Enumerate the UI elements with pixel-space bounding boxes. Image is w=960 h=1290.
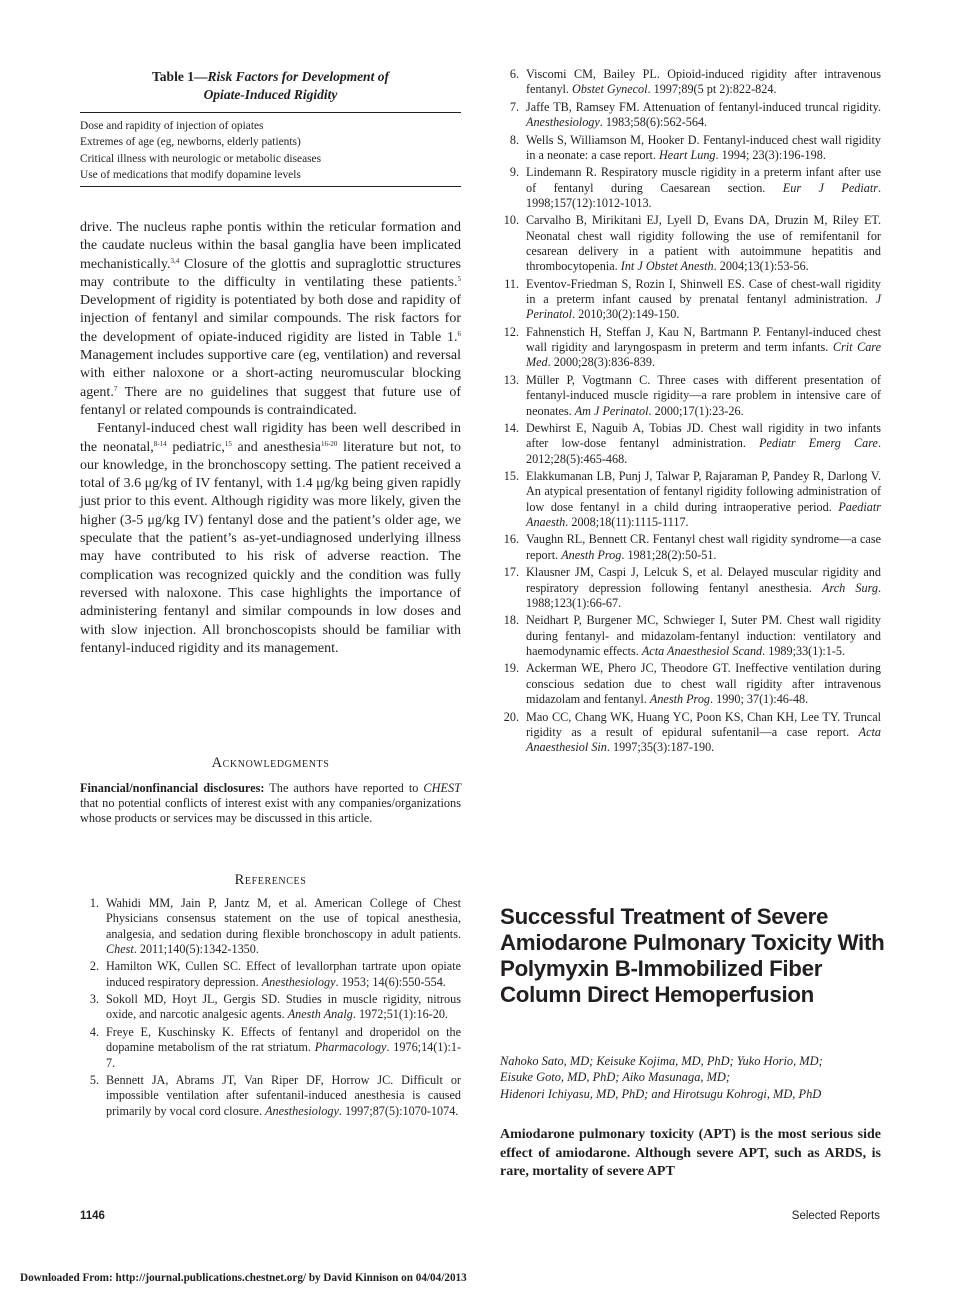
reference-item xyxy=(500,565,881,611)
reference-text: Müller P, Vogtmann C. Three cases with different presentation of fentanyl-induced muscle rigidity—a rare problem in intensive care of neonates. Am J Perinatol. 2000;17(1):23-26. xyxy=(526,372,881,418)
acknowledgments-heading: Acknowledgments xyxy=(211,755,330,771)
reference-journal: Obstet Gynecol xyxy=(572,82,648,97)
reference-number: 20. xyxy=(503,709,519,724)
reference-journal: Anesth Prog xyxy=(561,547,622,562)
references-heading: References xyxy=(234,872,307,888)
reference-journal: Chest xyxy=(106,941,134,956)
reference-journal: J Perinatol xyxy=(526,292,881,322)
table-title xyxy=(80,68,461,104)
reference-journal: Pharmacology xyxy=(314,1040,387,1055)
reference-text: Dewhirst E, Naguib A, Tobias JD. Chest wall rigidity in two infants after low-dose fentanyl administration. Pediatr Emerg Care. 2012;28(5):465-468. xyxy=(526,421,881,466)
reference-text: Elakkumanan LB, Punj J, Talwar P, Rajaraman P, Pandey R, Darlong V. An atypical presentation of fentanyl rigidity following administration of low dose fentanyl in a child during intraoperative period. Paediatr Anaesth. 2008;18(11):1115-1117. xyxy=(526,469,881,529)
reference-number: 8. xyxy=(509,132,519,147)
reference-journal: Eur J Pediatr xyxy=(782,180,878,195)
table-top-rule xyxy=(80,112,461,113)
reference-item xyxy=(500,421,881,467)
reference-number: 3. xyxy=(89,992,99,1007)
reference-item xyxy=(500,325,881,371)
reference-item xyxy=(500,133,881,164)
reference-item xyxy=(500,532,881,563)
reference-number: 5. xyxy=(89,1073,99,1088)
reference-text: Freye E, Kuschinsky K. Effects of fentanyl and droperidol on the dopamine metabolism of the rat striatum. Pharmacology. 1976;14(1):1-7. xyxy=(106,1024,462,1070)
reference-journal: Anesthesiology xyxy=(265,1103,339,1118)
reference-text: Eventov-Friedman S, Rozin I, Shinwell ES. Case of chest-wall rigidity in a preterm infant caused by prenatal fentanyl administration. J Perinatol. 2010;30(2):149-150. xyxy=(526,276,881,322)
article-title: Successful Treatment of Severe Amiodarone Pulmonary Toxicity With Polymyxin B-Immobilized Fiber Column Direct Hemoperfusion xyxy=(500,904,885,1007)
references-list-right xyxy=(500,67,881,758)
reference-number: 13. xyxy=(503,372,519,387)
reference-journal: Acta Anaesthesiol Sin xyxy=(526,724,881,755)
reference-journal: Heart Lung xyxy=(658,147,716,162)
reference-text: Sokoll MD, Hoyt JL, Gergis SD. Studies in muscle rigidity, nitrous oxide, and narcotic analgesic agents. Anesth Analg. 1972;51(1):16-20. xyxy=(106,992,461,1022)
article-abstract: Amiodarone pulmonary toxicity (APT) is the most serious side effect of amiodarone. Although severe APT, such as ARDS, is rare, mortality of severe APT xyxy=(500,1127,881,1180)
reference-number: 19. xyxy=(503,661,519,676)
reference-journal: Anesth Analg xyxy=(287,1007,353,1022)
reference-item xyxy=(80,959,461,990)
table-bottom-rule xyxy=(80,186,461,187)
table-rows xyxy=(80,118,461,183)
reference-item xyxy=(500,613,881,659)
reference-journal: Crit Care Med xyxy=(526,340,881,370)
reference-item xyxy=(500,67,881,98)
reference-text: Neidhart P, Burgener MC, Schwieger I, Suter PM. Chest wall rigidity during fentanyl- and midazolam-fentanyl induction: ventilatory and haemodynamic effects. Acta Anaesthesiol Scand. 1989;33(1):1-5. xyxy=(526,613,881,658)
reference-text: Wahidi MM, Jain P, Jantz M, et al. American College of Chest Physicians consensus statement on the use of topical anesthesia, analgesia, and sedation during flexible bronchoscopy in adult patients. Chest. 2011;140(5):1342-1350. xyxy=(106,896,461,956)
table-row: Use of medications that modify dopamine levels xyxy=(80,168,301,181)
reference-item xyxy=(80,896,461,957)
reference-text: Viscomi CM, Bailey PL. Opioid-induced rigidity after intravenous fentanyl. Obstet Gynecol. 1997;89(5 pt 2):822-824. xyxy=(526,67,881,97)
body-paragraph: drive. The nucleus raphe pontis within the reticular formation and the caudate nucleus within the basal ganglia have been implicated mechanistically.$^{3,4}$ Closure of the glottis and supraglottic structures may contribute to the difficulty in ventilating these patients.$^5$ Development of rigidity is potentiated by both dose and rapidity of injection of fentanyl and similar compounds. The risk factors for the development of opiate-induced rigidity are listed in Table 1.$^6$ Management includes supportive care (eg, ventilation) and reversal with either naloxone or a short-acting neuromuscular blocking agent.$^7$ There are no guidelines that suggest that future use of fentanyl or related compounds is contraindicated. xyxy=(80,220,461,418)
reference-item xyxy=(500,100,881,131)
reference-number: 16. xyxy=(503,532,519,547)
references-list-left xyxy=(80,896,461,1121)
reference-item xyxy=(500,469,881,530)
reference-number: 6. xyxy=(509,67,519,81)
reference-text: Wells S, Williamson M, Hooker D. Fentanyl-induced chest wall rigidity in a neonate: a case report. Heart Lung. 1994; 23(3):196-198. xyxy=(526,132,881,162)
reference-text: Hamilton WK, Cullen SC. Effect of levallorphan tartrate upon opiate induced respiratory depression. Anesthesiology. 1953; 14(6):550-554. xyxy=(106,959,461,989)
reference-item xyxy=(80,1073,461,1119)
table-label: Table 1— xyxy=(152,69,208,84)
table-title-line2: Opiate-Induced Rigidity xyxy=(203,87,338,102)
reference-item xyxy=(80,1025,461,1071)
reference-journal: Anesthesiology xyxy=(261,974,336,989)
reference-item xyxy=(500,373,881,419)
table-title-line1: Risk Factors for Development of xyxy=(207,69,389,84)
download-notice: Downloaded From: http://journal.publications.chestnet.org/ by David Kinnison on 04/04/2013 xyxy=(20,1272,467,1284)
reference-text: Carvalho B, Mirikitani EJ, Lyell D, Evans DA, Druzin M, Riley ET. Neonatal chest wall rigidity following the use of remifentanil for cesarean delivery in a patient with autoimmune hepatitis and thrombocytopenia. Int J Obstet Anesth. 2004;13(1):53-56. xyxy=(526,213,881,274)
reference-item xyxy=(500,710,881,756)
reference-journal: Am J Perinatol xyxy=(574,403,649,418)
reference-journal: Pediatr Emerg Care xyxy=(759,436,878,451)
reference-number: 18. xyxy=(503,613,519,628)
reference-journal: Acta Anaesthesiol Scand xyxy=(641,643,763,658)
reference-text: Ackerman WE, Phero JC, Theodore GT. Ineffective ventilation during conscious sedation due to chest wall rigidity after intravenous midazolam and fentanyl. Anesth Prog. 1990; 37(1):46-48. xyxy=(526,661,881,707)
reference-text: Jaffe TB, Ramsey FM. Attenuation of fentanyl-induced truncal rigidity. Anesthesiology. 1983;58(6):562-564. xyxy=(526,99,881,130)
table-row: Critical illness with neurologic or metabolic diseases xyxy=(80,152,322,165)
reference-number: 12. xyxy=(503,324,519,339)
reference-item xyxy=(500,165,881,211)
page-number: 1146 xyxy=(80,1210,105,1222)
acknowledgments-text: Financial/nonfinancial disclosures: The authors have reported to CHEST that no potential conflicts of interest exist with any companies/organizations whose products or services may be discussed in this article. xyxy=(80,781,461,826)
reference-number: 2. xyxy=(89,959,99,974)
reference-text: Klausner JM, Caspi J, Lelcuk S, et al. Delayed muscular rigidity and respiratory depression following fentanyl anesthesia. Arch Surg. 1988;123(1):66-67. xyxy=(526,565,881,610)
reference-number: 7. xyxy=(509,99,519,114)
reference-journal: Arch Surg xyxy=(822,580,878,595)
reference-number: 1. xyxy=(89,896,99,910)
body-paragraph: Fentanyl-induced chest wall rigidity has been well described in the neonatal,$^{8-14}$ pediatric,$^{15}$ and anesthesia$^{16-20}$ literature but not, to our knowledge, in the bronchoscopy setting. The patient received a total of 3.6 μg/kg of IV fentanyl, with 1.4 μg/kg being given rapidly just prior to this event. Although rigidity was more likely, given the higher (3-5 μg/kg IV) fentanyl dose and the patient’s older age, we speculate that the patient’s as-yet-undiagnosed underlying illness may have contributed to his risk of adverse reaction. The complication was recognized quickly and the condition was fully reversed with naloxone. This case highlights the importance of administering fentanyl and similar compounds in low doses and with slow injection. All bronchoscopists should be familiar with fentanyl-induced rigidity and its management. xyxy=(80,421,461,656)
reference-journal: Int J Obstet Anesth xyxy=(620,259,714,274)
reference-journal: Anesth Prog xyxy=(649,692,711,707)
reference-item xyxy=(500,213,881,274)
reference-text: Lindemann R. Respiratory muscle rigidity in a preterm infant after use of fentanyl during Caesarean section. Eur J Pediatr. 1998;157(12):1012-1013. xyxy=(526,165,881,210)
reference-item xyxy=(500,661,881,707)
reference-number: 9. xyxy=(509,165,519,180)
reference-journal: Anesthesiology xyxy=(526,115,600,130)
reference-item xyxy=(80,992,461,1023)
table-row: Dose and rapidity of injection of opiates xyxy=(80,120,264,132)
article-authors: Nahoko Sato, MD; Keisuke Kojima, MD, PhD; Yuko Horio, MD; Eisuke Goto, MD, PhD; Aiko Masunaga, MD; Hidenori Ichiyasu, MD, PhD; and Hirotsugu Kohrogi, MD, PhD xyxy=(500,1054,823,1101)
reference-text: Mao CC, Chang WK, Huang YC, Poon KS, Chan KH, Lee TY. Truncal rigidity as a result of epidural sufentanil—a case report. Acta Anaesthesiol Sin. 1997;35(3):187-190. xyxy=(526,709,881,755)
reference-number: 17. xyxy=(503,565,519,580)
reference-number: 10. xyxy=(503,213,519,228)
body-text xyxy=(80,219,461,658)
reference-journal: Paediatr Anaesth xyxy=(526,499,881,529)
reference-text: Fahnenstich H, Steffan J, Kau N, Bartmann P. Fentanyl-induced chest wall rigidity and laryngospasm in preterm and term infants. Crit Care Med. 2000;28(3):836-839. xyxy=(526,324,881,370)
reference-text: Vaughn RL, Bennett CR. Fentanyl chest wall rigidity syndrome—a case report. Anesth Prog. 1981;28(2):50-51. xyxy=(526,532,881,562)
reference-text: Bennett JA, Abrams JT, Van Riper DF, Horrow JC. Difficult or impossible ventilation after sufentanil-induced anesthesia is caused primarily by vocal cord closure. Anesthesiology. 1997;87(5):1070-1074. xyxy=(106,1073,461,1118)
reference-item xyxy=(500,277,881,323)
table-row: Extremes of age (eg, newborns, elderly patients) xyxy=(80,136,301,149)
reference-number: 14. xyxy=(503,421,519,436)
section-label: Selected Reports xyxy=(791,1210,880,1222)
reference-number: 4. xyxy=(89,1024,99,1039)
reference-number: 11. xyxy=(504,276,519,291)
reference-number: 15. xyxy=(503,469,519,484)
